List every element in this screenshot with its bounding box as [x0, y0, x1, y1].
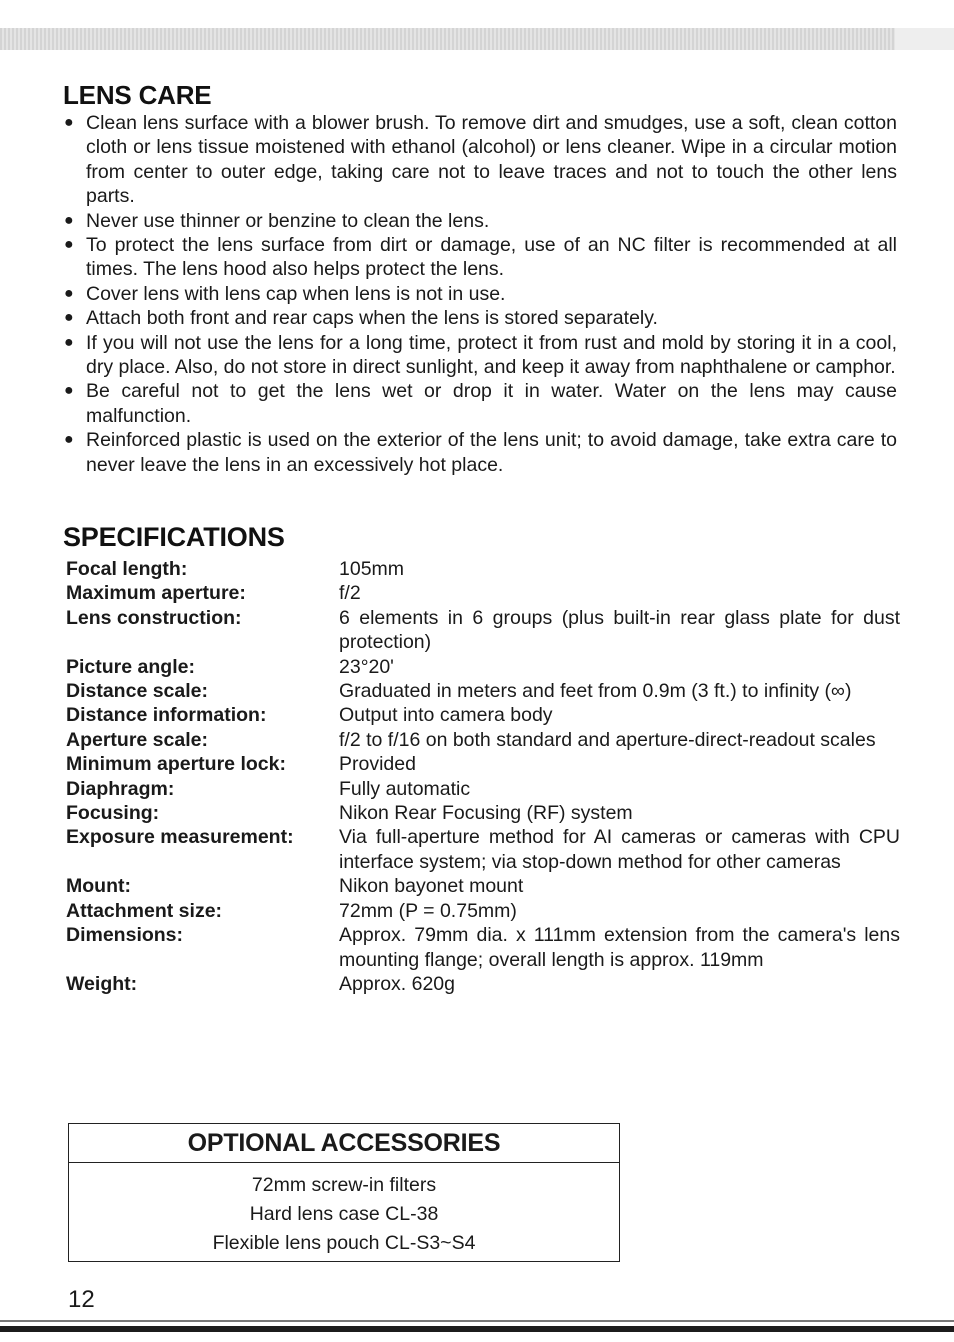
spec-label: Minimum aperture lock:	[66, 753, 286, 776]
lens-care-heading: LENS CARE	[63, 80, 212, 110]
list-item	[62, 428, 897, 477]
spec-value: Approx. 620g	[339, 972, 456, 995]
spec-value: Via full-aperture method for AI cameras or cameras with CPU interface system; via stop-down method for other cameras	[339, 826, 900, 873]
lens-care-list	[62, 111, 897, 477]
top-decorative-strip	[0, 28, 895, 50]
spec-label: Mount:	[66, 875, 131, 898]
list-item-text: Be careful not to get the lens wet or drop it in water. Water on the lens may cause malfunction.	[86, 380, 897, 427]
spec-value: 105mm	[339, 558, 405, 580]
specifications-table	[66, 557, 900, 996]
spec-value: f/2	[339, 582, 361, 605]
list-item: Flexible lens pouch CL-S3~S4	[212, 1232, 476, 1254]
bullet-icon: ●	[64, 382, 74, 400]
spec-row-focusing	[66, 801, 900, 825]
bullet-icon: ●	[64, 114, 74, 131]
spec-value: Fully automatic	[339, 777, 471, 800]
spec-label: Aperture scale:	[66, 728, 208, 751]
bullet-icon: ●	[64, 236, 74, 254]
spec-label: Diaphragm:	[66, 777, 175, 800]
spec-row-mount	[66, 874, 900, 898]
spec-row-lens-construction	[66, 606, 900, 655]
page-number: 12	[68, 1286, 95, 1313]
spec-value: Nikon bayonet mount	[339, 875, 524, 898]
spec-row-dimensions	[66, 923, 900, 972]
spec-row-aperture-scale	[66, 728, 900, 752]
list-item-text: Cover lens with lens cap when lens is not in use.	[86, 282, 506, 305]
spec-row-weight	[66, 972, 900, 996]
list-item	[62, 306, 897, 330]
spec-label: Maximum aperture:	[66, 582, 246, 605]
list-item-text: Clean lens surface with a blower brush. To remove dirt and smudges, use a soft, clean cotton cloth or lens tissue moistened with ethanol (alcohol) or lens cleaner. Wipe in a circular motion from center to outer edge, taking care not to leave traces and not to touch the other lens parts.	[86, 112, 897, 208]
list-item	[62, 233, 897, 282]
spec-row-diaphragm	[66, 777, 900, 801]
bullet-icon: ●	[64, 309, 74, 327]
spec-label: Lens construction:	[66, 606, 242, 629]
list-item-text: Never use thinner or benzine to clean the lens.	[86, 209, 490, 232]
bottom-divider	[0, 1326, 954, 1332]
list-item	[62, 379, 897, 428]
top-strip-end	[895, 28, 954, 50]
spec-label: Exposure measurement:	[66, 826, 294, 849]
spec-row-distance-information	[66, 703, 900, 727]
spec-value: 72mm (P = 0.75mm)	[339, 899, 517, 922]
spec-label: Focal length:	[66, 558, 188, 580]
list-item: Hard lens case CL-38	[249, 1203, 439, 1225]
accessories-list	[69, 1163, 619, 1258]
spec-value: 23°20'	[339, 655, 394, 678]
spec-row-attachment-size	[66, 899, 900, 923]
spec-row-minimum-aperture-lock	[66, 752, 900, 776]
list-item	[62, 331, 897, 380]
spec-label: Distance information:	[66, 704, 267, 727]
bullet-icon: ●	[64, 333, 74, 351]
spec-value: f/2 to f/16 on both standard and aperture-direct-readout scales	[339, 728, 876, 751]
spec-value: Graduated in meters and feet from 0.9m (3 ft.) to infinity (∞)	[339, 680, 852, 703]
spec-value: Output into camera body	[339, 704, 553, 727]
list-item	[62, 209, 897, 233]
spec-label: Dimensions:	[66, 924, 184, 947]
bullet-icon: ●	[64, 431, 74, 449]
spec-value: Approx. 79mm dia. x 111mm extension from the camera's lens mounting flange; overall length is approx. 119mm	[339, 924, 900, 971]
spec-label: Focusing:	[66, 802, 160, 825]
bullet-icon: ●	[64, 284, 74, 302]
spec-label: Weight:	[66, 972, 138, 995]
optional-accessories-box	[68, 1123, 620, 1262]
bullet-icon: ●	[64, 211, 74, 229]
list-item	[62, 111, 897, 209]
spec-row-distance-scale	[66, 679, 900, 703]
spec-value: Nikon Rear Focusing (RF) system	[339, 802, 633, 825]
list-item-text: To protect the lens surface from dirt or damage, use of an NC filter is recommended at all times. The lens hood also helps protect the lens.	[86, 234, 897, 281]
specifications-heading: SPECIFICATIONS	[63, 522, 285, 552]
spec-row-picture-angle	[66, 655, 900, 679]
spec-row-maximum-aperture	[66, 581, 900, 605]
spec-label: Picture angle:	[66, 655, 195, 678]
spec-label: Attachment size:	[66, 899, 223, 922]
optional-accessories-heading: OPTIONAL ACCESSORIES	[69, 1124, 619, 1163]
list-item-text: Reinforced plastic is used on the exterior of the lens unit; to avoid damage, take extra care to never leave the lens in an excessively hot place.	[86, 429, 897, 476]
spec-value: Provided	[339, 753, 416, 776]
spec-row-exposure-measurement	[66, 825, 900, 874]
spec-label: Distance scale:	[66, 680, 208, 703]
list-item: 72mm screw-in filters	[251, 1174, 437, 1196]
bottom-divider-thin	[0, 1320, 954, 1322]
spec-row-focal-length	[66, 557, 900, 581]
list-item-text: Attach both front and rear caps when the lens is stored separately.	[86, 307, 658, 330]
spec-value: 6 elements in 6 groups (plus built-in rear glass plate for dust protection)	[339, 606, 900, 654]
list-item-text: If you will not use the lens for a long time, protect it from rust and mold by storing it in a cool, dry place. Also, do not store in direct sunlight, and keep it away from naphthalene or camphor.	[86, 331, 897, 379]
list-item	[62, 282, 897, 306]
